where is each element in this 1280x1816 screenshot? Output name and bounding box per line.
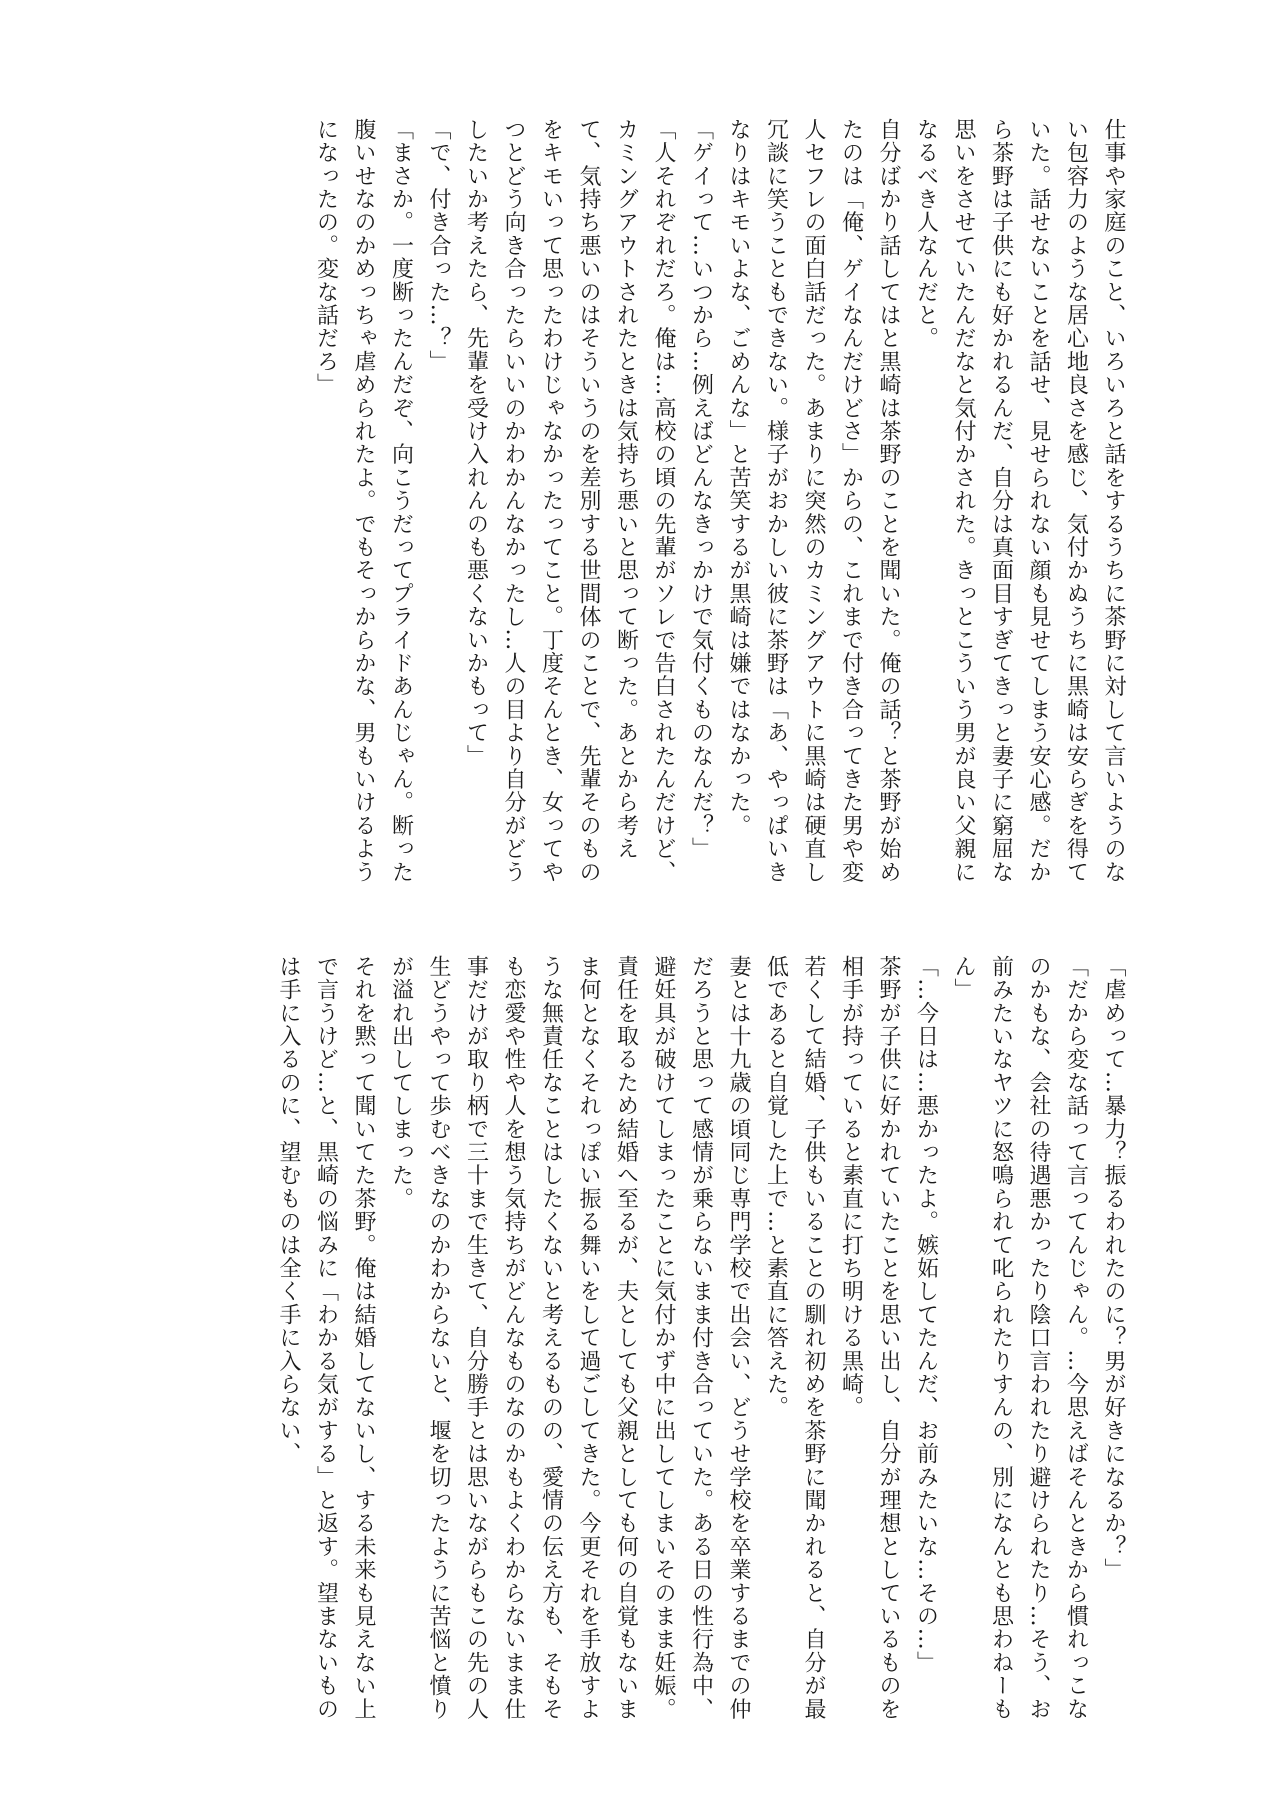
paragraph: 妻とは十九歳の頃同じ専門学校で出会い、どうせ学校を卒業するまでの仲だろうと思って感情が乗らないまま付き合っていた。ある日の性行為中、避妊具が破けてしまったことに気付かず中に出してしまいそのまま妊娠。責任を取るため結婚へ至るが、夫としても父親としても何の自覚もないまま何となくそれっぽい振る舞いをして過ごしてきた。今更それを手放すような無責任なことはしたくないと考えるものの、愛情の伝え方も、そもそも恋愛や性や人を想う気持ちがどんなものなのかもよくわからないまま仕事だけが取り柄で三十まで生きて、自分勝手とは思いながらもこの先の人生どうやって歩むべきなのかわからないと、堰を切ったように苦悩と憤りが溢れ出してしまった。 <box>388 955 751 1721</box>
paragraph: 自分ばかり話してはと黒崎は茶野のことを聞いた。俺の話？と茶野が始めたのは「俺、ゲイなんだけどさ」からの、これまで付き合ってきた男や変人セフレの面白話だった。あまりに突然のカミングアウトに黒崎は硬直し冗談に笑うこともできない。様子がおかしい彼に茶野は「あ、やっぱいきなりはキモいよな、ごめんな」と苦笑するが黒崎は嫌ではなかった。 <box>726 118 901 884</box>
dialogue-line: 「だから変な話って言ってんじゃん。…今思えばそんときから慣れっこなのかもな、会社の待遇悪かったり陰口言われたり避けられたり…そう、お前みたいなヤツに怒鳴られて叱られたりすんの、別になんとも思わねーもん」 <box>951 955 1089 1721</box>
paragraph: 若くして結婚、子供もいることの馴れ初めを茶野に聞かれると、自分が最低であると自覚した上で…と素直に答えた。 <box>763 955 826 1721</box>
dialogue-line: 「…今日は…悪かったよ。嫉妬してたんだ、お前みたいな…その…」 <box>913 955 939 1675</box>
paragraph: 仕事や家庭のこと、いろいろと話をするうちに茶野に対して言いようのない包容力のような居心地良さを感じ、気付かぬうちに黒崎は安らぎを得ていた。話せないことを話せ、見せられない顔も見せてしまう安心感。だから茶野は子供にも好かれるんだ、自分は真面目すぎてきっと妻子に窮屈な思いをさせていたんだなと気付かされた。きっとこういう男が良い父親になるべき人なんだと。 <box>913 118 1126 884</box>
paragraph: それを黙って聞いてた茶野。俺は結婚してないし、する未来も見えない上で言うけど…と、黒崎の悩みに「わかる気がする」と返す。望まないものは手に入るのに、望むものは全く手に入らない、 <box>276 955 376 1721</box>
text-block-bottom <box>142 955 1132 1735</box>
dialogue-line: 「で、付き合った…？」 <box>426 118 451 374</box>
text-block-top <box>142 118 1132 898</box>
dialogue-line: 「虐めって…暴力？振るわれたのに？男が好きになるか？」 <box>1101 955 1126 1582</box>
dialogue-line: 「人それぞれだろ。俺は…高校の頃の先輩がソレで告白されたんだけど、カミングアウトされたときは気持ち悪いと思って断った。あとから考えて、気持ち悪いのはそういうのを差別する世間体のことで、先輩そのものをキモいって思ったわけじゃなかったってこと。丁度そんとき、女ってやつとどう向き合ったらいいのかわかんなかったし…人の目より自分がどうしたいか考えたら、先輩を受け入れんのも悪くないかもって」 <box>463 118 676 884</box>
dialogue-line: 「ゲイって…いつから…例えばどんなきっかけで気付くものなんだ？」 <box>688 118 714 861</box>
dialogue-line: 「まさか。一度断ったんだぞ、向こうだってプライドあんじゃん。断った腹いせなのかめっちゃ虐められたよ。でもそっからかな、男もいけるようになったの。変な話だろ」 <box>313 118 414 884</box>
paragraph: 茶野が子供に好かれていたことを思い出し、自分が理想としているものを相手が持っていると素直に打ち明ける黒崎。 <box>838 955 901 1721</box>
